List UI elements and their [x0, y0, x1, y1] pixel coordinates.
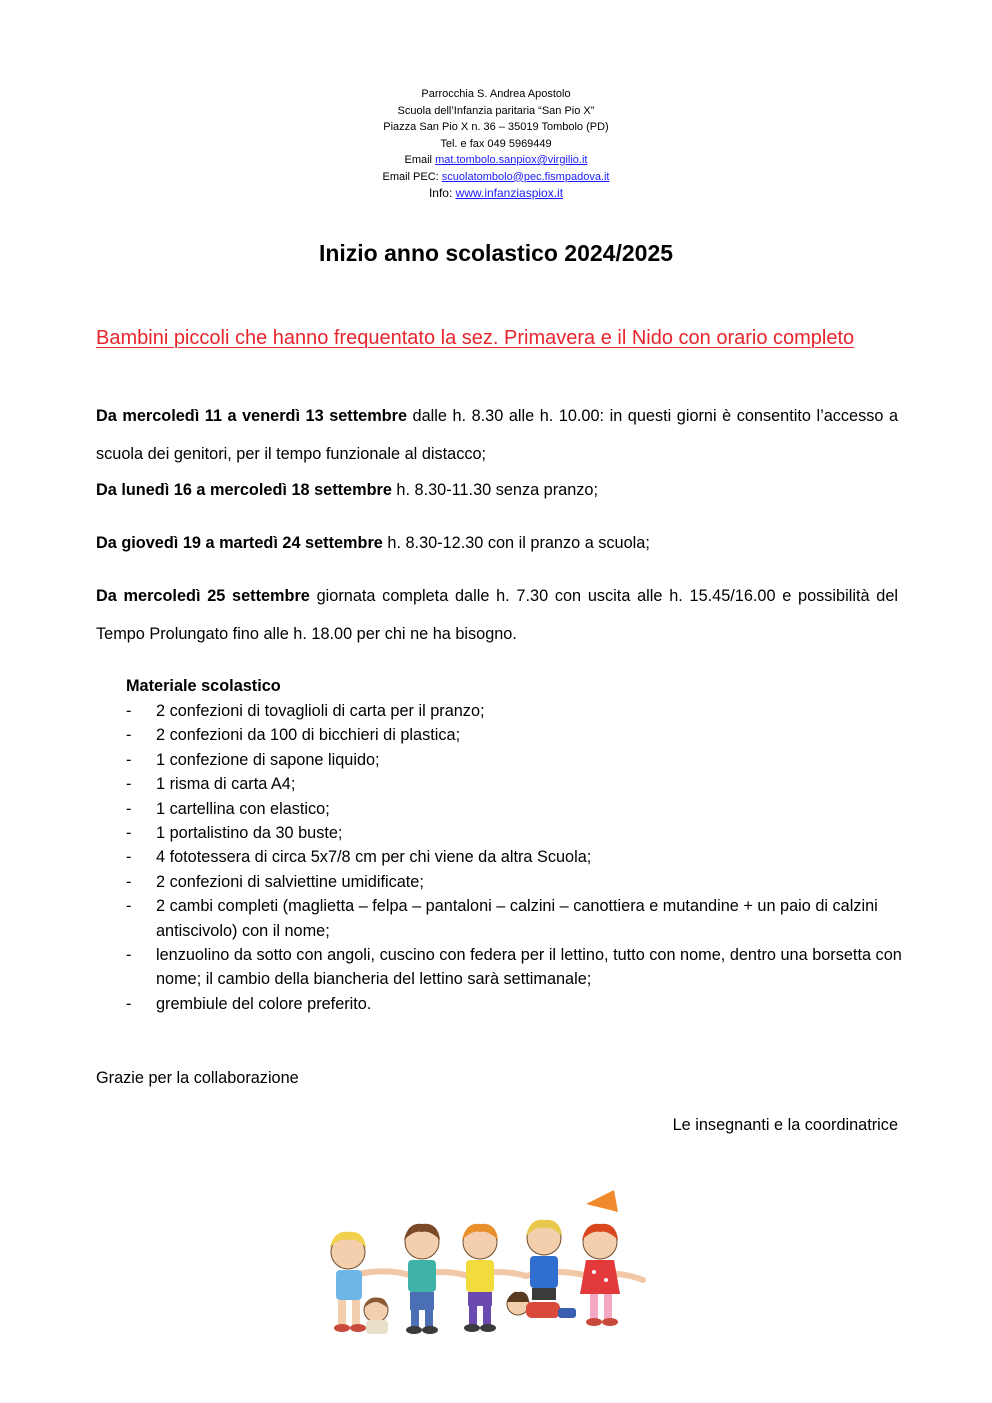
list-item — [126, 723, 902, 747]
list-item — [126, 821, 902, 845]
child-figure — [526, 1220, 562, 1300]
child-figure — [330, 1232, 366, 1332]
schedule-details: h. 8.30-12.30 con il pranzo a scuola; — [382, 534, 650, 552]
child-figure — [404, 1224, 440, 1334]
bullet-dash: - — [126, 897, 132, 916]
list-item-text: 2 cambi completi (maglietta – felpa – pantaloni – calzini – canottiera e mutandine + un paio di calzini antiscivolo) con il nome; — [156, 897, 878, 940]
schedule-paragraph-1 — [96, 398, 898, 473]
schedule-dates: Da lunedì 16 a mercoledì 18 settembre — [96, 481, 392, 499]
bullet-dash: - — [126, 848, 132, 867]
bullet-dash: - — [126, 824, 132, 843]
pec-line — [0, 169, 992, 186]
list-item-text: 2 confezioni di tovaglioli di carta per il pranzo; — [156, 702, 485, 720]
schedule-details: h. 8.30-11.30 senza pranzo; — [391, 481, 598, 499]
email-label: Email — [404, 154, 433, 166]
list-item — [126, 943, 902, 992]
bullet-dash: - — [126, 702, 132, 720]
list-item-text: 4 fototessera di circa 5x7/8 cm per chi viene da altra Scuola; — [156, 848, 592, 867]
child-figure — [364, 1298, 388, 1334]
bullet-dash: - — [126, 750, 132, 769]
list-item-text: 1 confezione di sapone liquido; — [156, 750, 380, 769]
info-label: Info: — [428, 186, 453, 200]
email-link[interactable]: mat.tombolo.sanpiox@virgilio.it — [435, 154, 588, 166]
child-figure — [580, 1190, 620, 1326]
schedule-dates: Da mercoledì 25 settembre — [96, 587, 310, 605]
list-item — [126, 992, 902, 1016]
list-item — [126, 699, 902, 723]
bullet-dash: - — [126, 775, 132, 794]
list-item-text: 2 confezioni di salviettine umidificate; — [156, 872, 424, 891]
children-illustration-svg — [318, 1190, 654, 1340]
bullet-dash: - — [126, 946, 132, 965]
schedule-details: dalle h. 8.30 alle h. 10.00: in questi giorni è consentito l’accesso a scuola dei genitori, per il tempo funzionale al distacco; — [96, 407, 899, 463]
schedule-paragraph-3 — [96, 525, 898, 563]
materials-title: Materiale scolastico — [126, 677, 281, 695]
list-item-text: grembiule del colore preferito. — [156, 994, 372, 1013]
children-holding-hands-illustration — [318, 1190, 654, 1340]
list-item — [126, 772, 902, 796]
schedule-paragraph-4 — [96, 578, 898, 653]
bullet-dash: - — [126, 994, 132, 1013]
info-line — [0, 185, 992, 202]
parish-name: Parrocchia S. Andrea Apostolo — [421, 88, 571, 100]
pec-link[interactable]: scuolatombolo@pec.fismpadova.it — [441, 170, 610, 183]
list-item-text: lenzuolino da sotto con angoli, cuscino con federa per il lettino, tutto con nome, dentro una borsetta con nome; il cambio della biancheria del lettino sarà settimanale; — [156, 946, 902, 989]
schedule-details: giornata completa dalle h. 7.30 con uscita alle h. 15.45/16.00 e possibilità del Tempo Prolungato fino alle h. 18.00 per chi ne ha bisogno. — [96, 587, 899, 643]
school-name: Scuola dell’Infanzia paritaria “San Pio X” — [397, 104, 595, 117]
list-item — [126, 870, 902, 894]
letterhead — [0, 86, 992, 202]
section-subtitle: Bambini piccoli che hanno frequentato la sez. Primavera e il Nido con orario completo — [96, 327, 855, 349]
materials-section — [126, 674, 902, 1016]
email-line — [0, 152, 992, 169]
pec-label: Email PEC: — [382, 170, 439, 183]
bullet-dash: - — [126, 799, 132, 818]
schedule-paragraph-2 — [96, 472, 898, 510]
phone-fax: Tel. e fax 049 5969449 — [440, 137, 552, 150]
thanks-note: Grazie per la collaborazione — [96, 1069, 299, 1087]
list-item-text: 2 confezioni da 100 di bicchieri di plastica; — [156, 726, 461, 745]
website-link[interactable]: www.infanziaspiox.it — [455, 186, 564, 200]
school-address: Piazza San Pio X n. 36 – 35019 Tombolo (PD) — [383, 121, 609, 133]
bullet-dash: - — [126, 726, 132, 745]
signature: Le insegnanti e la coordinatrice — [672, 1116, 898, 1134]
document-title: Inizio anno scolastico 2024/2025 — [318, 240, 674, 266]
list-item-text: 1 cartellina con elastico; — [156, 799, 330, 818]
list-item — [126, 748, 902, 772]
schedule-dates: Da mercoledì 11 a venerdì 13 settembre — [96, 407, 408, 425]
materials-list — [126, 699, 902, 1016]
list-item — [126, 894, 902, 943]
list-item-text: 1 risma di carta A4; — [156, 775, 296, 794]
list-item — [126, 845, 902, 869]
child-figure — [462, 1224, 498, 1332]
schedule-dates: Da giovedì 19 a martedì 24 settembre — [96, 534, 383, 552]
bullet-dash: - — [126, 872, 132, 891]
list-item-text: 1 portalistino da 30 buste; — [156, 824, 343, 843]
list-item — [126, 797, 902, 821]
